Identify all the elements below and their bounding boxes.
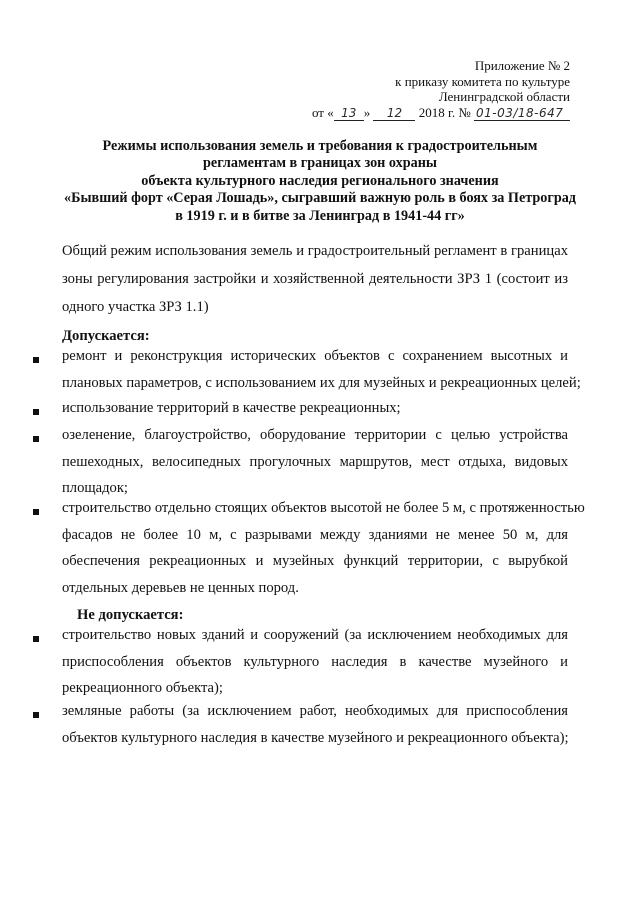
forbidden-item-2: [62, 698, 568, 751]
bullet-icon: [33, 712, 41, 720]
intro-line: зоны регулирования застройки и хозяйственной деятельности ЗРЗ 1 (состоит из: [62, 271, 568, 287]
title-line: «Бывший форт «Серая Лошадь», сыгравший важную роль в боях за Петроград: [64, 190, 576, 207]
title-line: регламентам в границах зон охраны: [203, 155, 437, 172]
title-line: в 1919 г. и в битве за Ленинград в 1941-44 гг»: [175, 207, 465, 224]
handwritten-order-number: 01-03/18-647: [474, 107, 570, 121]
year-label: 2018 г. №: [418, 104, 471, 120]
forbidden-heading: Не допускается:: [77, 607, 184, 623]
item-line: строительство новых зданий и сооружений (за исключением необходимых для: [62, 627, 568, 643]
item-line: пешеходных, велосипедных прогулочных маршрутов, мест отдыха, видовых: [62, 453, 568, 470]
document-title: [60, 138, 580, 225]
allowed-heading: Допускается:: [62, 328, 150, 344]
item-line: рекреационного объекта);: [62, 680, 223, 696]
intro-line: Общий режим использования земель и градостроительный регламент в границах: [62, 243, 568, 259]
title-line: Режимы использования земель и требования к градостроительным: [102, 138, 538, 154]
item-line: приспособления объектов культурного наследия в качестве музейного и: [62, 653, 568, 670]
allowed-item-4: [62, 495, 585, 601]
handwritten-month: 12: [373, 107, 415, 121]
item-line: отдельных деревьев не ценных пород.: [62, 579, 299, 596]
item-line: фасадов не более 10 м, с разрывами между зданиями не менее 50 м, для: [62, 526, 568, 543]
allowed-item-1: [62, 343, 581, 396]
bullet-icon: [33, 409, 41, 417]
region-name: Ленинградской области: [438, 89, 570, 104]
title-line: объекта культурного наследия регионального значения: [141, 172, 499, 189]
item-line: использование территорий в качестве рекреационных;: [62, 400, 401, 416]
item-line: обеспечения рекреационных и музейных функций территории, с вырубкой: [62, 553, 568, 569]
allowed-item-2: [62, 395, 568, 422]
bullet-icon: [33, 509, 41, 517]
intro-paragraph: [62, 237, 568, 321]
item-line: земляные работы (за исключением работ, необходимых для приспособления: [62, 703, 568, 719]
item-line: озеленение, благоустройство, оборудование территории с целью устройства: [62, 427, 568, 443]
item-line: площадок;: [62, 480, 128, 496]
order-date-number: [312, 105, 570, 121]
allowed-item-3: [62, 422, 568, 502]
close-quote: »: [363, 104, 371, 120]
bullet-icon: [33, 636, 41, 644]
bullet-icon: [33, 436, 41, 444]
appendix-number: Приложение № 2: [474, 58, 570, 73]
order-reference: к приказу комитета по культуре: [395, 73, 570, 89]
item-line: строительство отдельно стоящих объектов высотой не более 5 м, с протяженностью: [62, 500, 585, 516]
handwritten-day: 13: [334, 107, 364, 121]
bullet-icon: [33, 357, 41, 365]
item-line: ремонт и реконструкция исторических объектов с сохранением высотных и: [62, 348, 568, 364]
appendix-header: [312, 58, 570, 121]
intro-line: одного участка ЗРЗ 1.1): [62, 299, 209, 315]
item-line: плановых параметров, с использованием их для музейных и рекреационных целей;: [62, 374, 581, 391]
item-line: объектов культурного наследия в качестве музейного и рекреационного объекта);: [62, 729, 569, 746]
from-label: от «: [311, 104, 334, 120]
forbidden-item-1: [62, 622, 568, 702]
